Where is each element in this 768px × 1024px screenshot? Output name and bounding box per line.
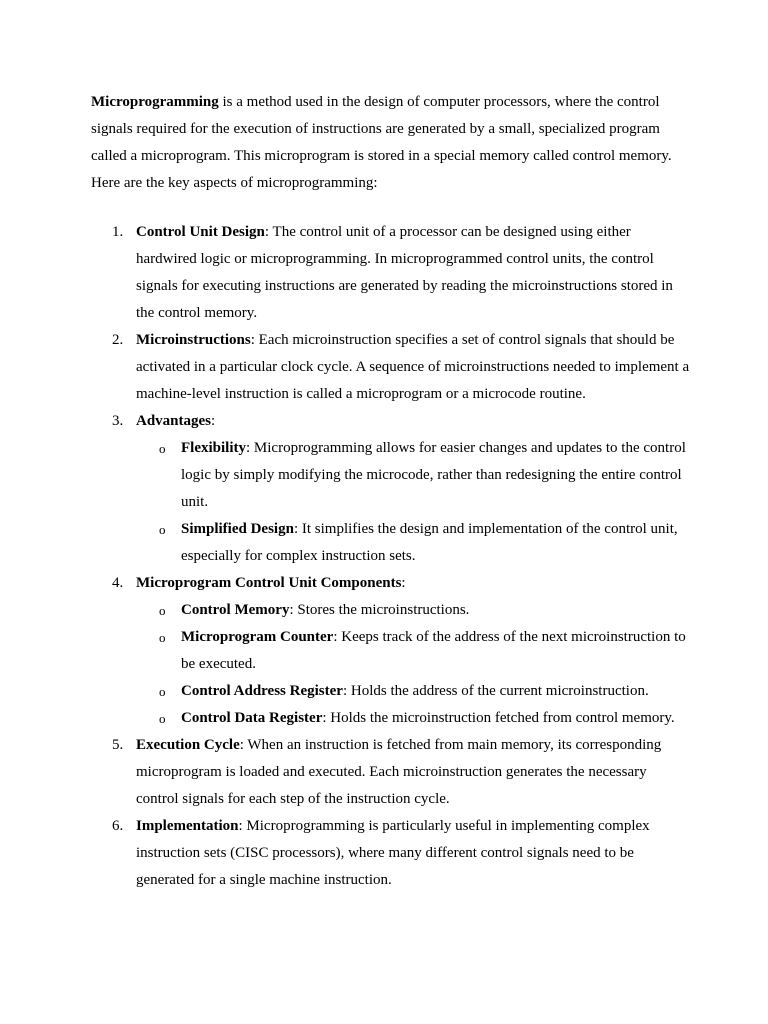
list-item-implementation [91,813,691,894]
item-term: Control Unit Design [136,224,265,240]
list-number: 2. [112,332,124,348]
subitem-term: Flexibility [181,440,246,456]
item-text: : [211,413,216,429]
list-number: 4. [112,575,124,591]
advantages-sublist [136,435,691,570]
subitem-text: : Keeps track of the address of the next microinstruction to be executed. [181,629,686,672]
subitem-text: : Stores the microinstructions. [289,602,470,618]
item-term: Execution Cycle [136,737,240,753]
components-sublist [136,597,691,732]
bullet-marker: o [159,522,166,537]
item-text: : Microprogramming is particularly useful in implementing complex instruction sets (CISC processors), where many different control signals need to be generated for a single machine instruction. [136,818,650,888]
subitem-term: Microprogram Counter [181,629,334,645]
sublist-item-flexibility [136,435,691,516]
bullet-marker: o [159,441,166,456]
subitem-term: Control Memory [181,602,290,618]
item-term: Implementation [136,818,239,834]
subitem-term: Control Data Register [181,710,323,726]
list-item-microinstructions [91,327,691,408]
subitem-term: Simplified Design [181,521,294,537]
bullet-marker: o [159,711,166,726]
intro-term: Microprogramming [91,94,219,110]
sublist-item-microprogram-counter [136,624,691,678]
list-number: 3. [112,413,124,429]
subitem-text: : Holds the address of the current microinstruction. [342,683,649,699]
item-term: Microinstructions [136,332,251,348]
list-item-execution-cycle [91,732,691,813]
list-number: 6. [112,818,124,834]
item-term: Microprogram Control Unit Components [136,575,402,591]
subitem-term: Control Address Register [181,683,343,699]
item-text: : Each microinstruction specifies a set of control signals that should be activated in a particular clock cycle. A sequence of microinstructions needed to implement a machine-level instruction is called a microprogram or a microcode routine. [136,332,690,402]
sublist-item-control-memory [136,597,691,624]
bullet-marker: o [159,630,166,645]
item-text: : [401,575,406,591]
item-text: : When an instruction is fetched from main memory, its corresponding microprogram is loaded and executed. Each microinstruction generates the necessary control signals for each step of the instruction cycle. [136,737,662,807]
sublist-item-control-address-register [136,678,691,705]
intro-text: is a method used in the design of computer processors, where the control signals required for the execution of instructions are generated by a small, specialized program called a microprogram. This microprogram is stored in a special memory called control memory. Here are the key aspects of microprogramming: [91,94,672,191]
list-item-components [91,570,691,732]
list-item-control-unit-design [91,219,691,327]
list-item-advantages [91,408,691,570]
item-term: Advantages [136,413,212,429]
subitem-text: : Holds the microinstruction fetched from control memory. [322,710,675,726]
list-number: 5. [112,737,124,753]
list-number: 1. [112,224,124,240]
sublist-item-simplified-design [136,516,691,570]
item-text: : The control unit of a processor can be designed using either hardwired logic or microprogramming. In microprogrammed control units, the control signals for executing instructions are generated by reading the microinstructions stored in the control memory. [136,224,673,321]
subitem-text: : Microprogramming allows for easier changes and updates to the control logic by simply modifying the microcode, rather than redesigning the entire control unit. [181,440,686,510]
bullet-marker: o [159,684,166,699]
sublist-item-control-data-register [136,705,691,732]
key-aspects-list [91,219,691,894]
intro-paragraph [91,89,691,197]
subitem-text: : It simplifies the design and implementation of the control unit, especially for complex instruction sets. [181,521,678,564]
bullet-marker: o [159,603,166,618]
document-body [91,89,691,894]
